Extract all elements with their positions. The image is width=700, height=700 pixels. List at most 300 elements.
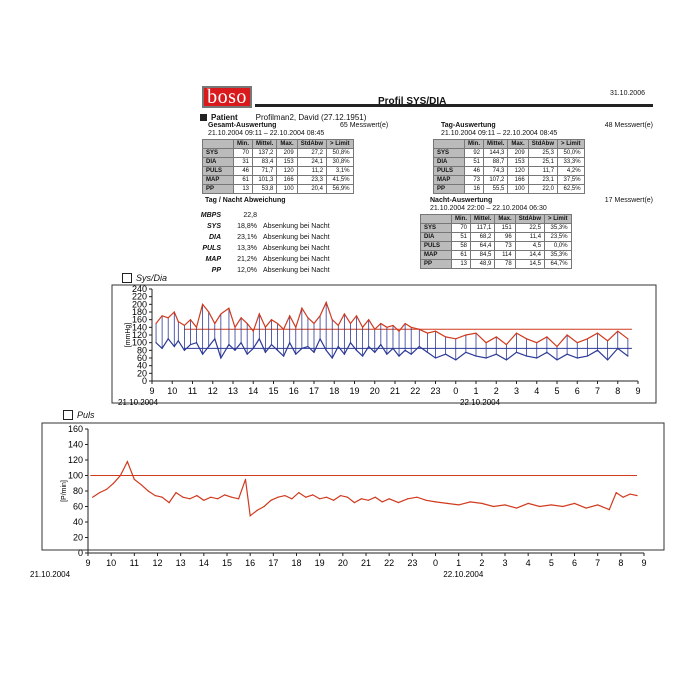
data-point bbox=[99, 492, 100, 493]
table-cell: 46 bbox=[234, 167, 253, 176]
table-cell: 73 bbox=[465, 176, 484, 185]
table-cell: 71,7 bbox=[253, 167, 277, 176]
y-tick-label: 140 bbox=[131, 322, 147, 333]
data-point bbox=[234, 350, 235, 351]
y-axis-label: [mmHg] bbox=[125, 322, 132, 348]
table-cell: 120 bbox=[277, 167, 297, 176]
data-point bbox=[493, 506, 494, 507]
data-point bbox=[617, 331, 618, 332]
nacht-title: Nacht-Auswertung bbox=[430, 197, 493, 204]
nacht-col-header: Max. bbox=[495, 215, 515, 224]
data-point bbox=[536, 342, 537, 343]
y-tick-label: 120 bbox=[67, 455, 83, 465]
table-cell: 14,5 bbox=[515, 260, 544, 269]
data-point bbox=[481, 503, 482, 504]
data-point bbox=[528, 503, 529, 504]
table-cell: 11,7 bbox=[528, 167, 557, 176]
table-cell: 209 bbox=[508, 149, 528, 158]
table-cell: 37,5% bbox=[558, 176, 585, 185]
tag-col-header: > Limit bbox=[558, 140, 585, 149]
table-cell: 117,1 bbox=[471, 224, 495, 233]
data-point bbox=[250, 515, 251, 516]
x-tick-label: 0 bbox=[432, 558, 439, 568]
data-point bbox=[196, 495, 197, 496]
data-point bbox=[277, 350, 278, 351]
table-cell: 51 bbox=[452, 233, 471, 242]
data-point bbox=[562, 506, 563, 507]
data-point bbox=[283, 329, 284, 330]
data-point bbox=[623, 497, 624, 498]
data-point bbox=[228, 308, 229, 309]
tag-col-header: Max. bbox=[508, 140, 528, 149]
data-point bbox=[175, 492, 176, 493]
data-point bbox=[277, 323, 278, 324]
data-point bbox=[504, 504, 505, 505]
y-tick-label: 100 bbox=[67, 470, 83, 481]
data-point bbox=[338, 346, 339, 347]
data-point bbox=[271, 319, 272, 320]
table-cell: 31 bbox=[234, 158, 253, 167]
x-date-start: 21.10.2004 bbox=[30, 570, 71, 579]
data-point bbox=[347, 497, 348, 498]
gesamt-title: Gesamt-Auswertung bbox=[208, 122, 277, 129]
x-tick-label: 2 bbox=[479, 558, 485, 568]
data-point bbox=[344, 313, 345, 314]
data-point bbox=[340, 495, 341, 496]
data-point bbox=[597, 350, 598, 351]
data-point bbox=[253, 348, 254, 349]
data-point bbox=[368, 500, 369, 501]
data-point bbox=[319, 315, 320, 316]
table-cell: 22,0 bbox=[528, 185, 557, 194]
data-point bbox=[567, 334, 568, 335]
data-point bbox=[445, 336, 446, 337]
table-cell: 3,1% bbox=[327, 167, 354, 176]
data-point bbox=[208, 346, 209, 347]
table-cell: 0,0% bbox=[545, 242, 572, 251]
data-point bbox=[162, 497, 163, 498]
data-point bbox=[312, 494, 313, 495]
data-point bbox=[298, 492, 299, 493]
data-point bbox=[332, 319, 333, 320]
x-tick-label: 10 bbox=[167, 386, 178, 396]
data-point bbox=[405, 350, 406, 351]
table-cell: 83,4 bbox=[253, 158, 277, 167]
tagnacht-text: Absenkung bei Nacht bbox=[263, 256, 330, 263]
x-tick-label: 6 bbox=[571, 558, 578, 568]
data-point bbox=[344, 354, 345, 355]
data-point bbox=[435, 357, 436, 358]
table-cell: 41,5% bbox=[327, 176, 354, 185]
nacht-count: 17 Messwert(e) bbox=[604, 197, 653, 204]
y-tick-label: 40 bbox=[136, 360, 147, 371]
row-label: SYS bbox=[203, 149, 234, 158]
x-tick-label: 12 bbox=[152, 558, 163, 568]
data-point bbox=[567, 354, 568, 355]
boso-logo: boso bbox=[202, 86, 252, 108]
x-tick-label: 3 bbox=[502, 558, 508, 568]
data-point bbox=[470, 501, 471, 502]
nacht-col-header: Min. bbox=[452, 215, 471, 224]
data-point bbox=[556, 359, 557, 360]
data-point bbox=[392, 325, 393, 326]
row-label: SYS bbox=[434, 149, 465, 158]
x-tick-label: 4 bbox=[525, 558, 531, 568]
data-point bbox=[616, 492, 617, 493]
data-point bbox=[265, 327, 266, 328]
tagnacht-key: SYS bbox=[206, 223, 221, 230]
data-point bbox=[380, 344, 381, 345]
data-point bbox=[607, 340, 608, 341]
table-cell: 51 bbox=[465, 158, 484, 167]
y-tick-label: 140 bbox=[67, 439, 83, 450]
data-point bbox=[168, 338, 169, 339]
data-point bbox=[496, 354, 497, 355]
tagnacht-key: MBPS bbox=[200, 212, 221, 219]
nacht-col-header: StdAbw bbox=[515, 215, 544, 224]
table-cell: 53,8 bbox=[253, 185, 277, 194]
data-point bbox=[271, 344, 272, 345]
data-point bbox=[259, 313, 260, 314]
data-point bbox=[202, 304, 203, 305]
tagnacht-key: MAP bbox=[205, 256, 221, 263]
y-tick-label: 200 bbox=[131, 299, 147, 310]
row-label: PP bbox=[421, 260, 452, 269]
y-axis-label: [P/min] bbox=[61, 480, 68, 502]
data-point bbox=[419, 329, 420, 330]
data-point bbox=[178, 321, 179, 322]
y-tick-label: 100 bbox=[131, 337, 147, 348]
data-point bbox=[247, 354, 248, 355]
tagnacht-title: Tag / Nacht Abweichung bbox=[205, 197, 286, 204]
x-tick-label: 5 bbox=[548, 558, 554, 568]
tag-col-header: StdAbw bbox=[528, 140, 557, 149]
data-point bbox=[627, 338, 628, 339]
x-date-end: 22.10.2004 bbox=[460, 398, 501, 407]
data-point bbox=[162, 348, 163, 349]
data-point bbox=[597, 332, 598, 333]
data-point bbox=[291, 498, 292, 499]
tagnacht-key: DIA bbox=[208, 234, 221, 241]
table-cell: 166 bbox=[508, 176, 528, 185]
row-label: DIA bbox=[434, 158, 465, 167]
data-point bbox=[416, 497, 417, 498]
data-point bbox=[407, 498, 408, 499]
x-tick-label: 17 bbox=[308, 386, 320, 396]
data-point bbox=[277, 497, 278, 498]
data-point bbox=[134, 479, 135, 480]
y-tick-label: 40 bbox=[72, 517, 83, 527]
data-point bbox=[356, 315, 357, 316]
x-tick-label: 17 bbox=[268, 558, 279, 568]
data-point bbox=[319, 498, 320, 499]
data-point bbox=[106, 489, 107, 490]
data-point bbox=[313, 352, 314, 353]
table-cell: 23,1 bbox=[528, 176, 557, 185]
data-point bbox=[113, 483, 114, 484]
data-point bbox=[189, 498, 190, 499]
table-cell: 62,5% bbox=[558, 185, 585, 194]
data-point bbox=[120, 475, 121, 476]
gesamt-col-header: StdAbw bbox=[297, 140, 326, 149]
data-point bbox=[630, 494, 631, 495]
data-point bbox=[253, 331, 254, 332]
y-tick-label: 240 bbox=[131, 284, 147, 294]
data-point bbox=[587, 338, 588, 339]
table-cell: 68,2 bbox=[471, 233, 495, 242]
table-cell: 27,2 bbox=[297, 149, 326, 158]
data-point bbox=[445, 354, 446, 355]
x-tick-label: 21 bbox=[360, 558, 372, 568]
data-point bbox=[168, 317, 169, 318]
data-point bbox=[411, 327, 412, 328]
data-point bbox=[411, 354, 412, 355]
x-tick-label: 20 bbox=[369, 386, 380, 396]
data-point bbox=[636, 495, 637, 496]
row-label: PULS bbox=[421, 242, 452, 251]
data-point bbox=[556, 346, 557, 347]
data-point bbox=[374, 329, 375, 330]
data-point bbox=[597, 504, 598, 505]
data-point bbox=[516, 352, 517, 353]
x-date-end: 22.10.2004 bbox=[443, 570, 484, 579]
tagnacht-value: 22,8 bbox=[243, 212, 257, 219]
data-point bbox=[526, 338, 527, 339]
data-point bbox=[458, 504, 459, 505]
x-tick-label: 7 bbox=[594, 386, 601, 396]
y-tick-label: 80 bbox=[72, 486, 83, 496]
table-cell: 92 bbox=[465, 149, 484, 158]
table-cell: 96 bbox=[495, 233, 515, 242]
table-cell: 24,1 bbox=[297, 158, 326, 167]
x-tick-label: 9 bbox=[85, 558, 91, 568]
data-point bbox=[546, 352, 547, 353]
x-tick-label: 16 bbox=[245, 558, 256, 568]
tagnacht-value: 13,3% bbox=[237, 245, 257, 252]
x-tick-label: 9 bbox=[149, 386, 155, 396]
data-point bbox=[238, 498, 239, 499]
table-cell: 35,3% bbox=[545, 224, 572, 233]
tagnacht-text: Absenkung bei Nacht bbox=[263, 245, 330, 252]
tagnacht-text: Absenkung bei Nacht bbox=[263, 267, 330, 274]
x-tick-label: 10 bbox=[106, 558, 117, 568]
data-point bbox=[265, 352, 266, 353]
data-point bbox=[284, 495, 285, 496]
data-point bbox=[184, 350, 185, 351]
nacht-col-header: Mittel. bbox=[471, 215, 495, 224]
patient-label: Patient bbox=[211, 113, 238, 122]
y-tick-label: 0 bbox=[77, 548, 83, 558]
table-cell: 61 bbox=[234, 176, 253, 185]
x-tick-label: 22 bbox=[384, 558, 395, 568]
x-tick-label: 23 bbox=[430, 386, 441, 396]
table-cell: 4,2% bbox=[558, 167, 585, 176]
data-point bbox=[585, 507, 586, 508]
table-cell: 100 bbox=[277, 185, 297, 194]
table-cell: 25,1 bbox=[528, 158, 557, 167]
y-tick-label: 220 bbox=[131, 291, 147, 302]
table-cell: 100 bbox=[508, 185, 528, 194]
data-point bbox=[389, 498, 390, 499]
data-point bbox=[307, 317, 308, 318]
x-tick-label: 5 bbox=[554, 386, 560, 396]
patient-name: Profilman2, David (27.12.1951) bbox=[255, 113, 367, 122]
data-point bbox=[627, 355, 628, 356]
table-cell: 58 bbox=[452, 242, 471, 251]
data-point bbox=[155, 323, 156, 324]
x-tick-label: 14 bbox=[198, 558, 209, 568]
table-cell: 70 bbox=[452, 224, 471, 233]
x-tick-label: 15 bbox=[268, 386, 279, 396]
data-point bbox=[375, 497, 376, 498]
data-point bbox=[178, 340, 179, 341]
y-tick-label: 60 bbox=[72, 501, 83, 512]
row-label: DIA bbox=[203, 158, 234, 167]
table-cell: 35,3% bbox=[545, 251, 572, 260]
data-point bbox=[184, 325, 185, 326]
table-cell: 23,3 bbox=[297, 176, 326, 185]
data-point bbox=[202, 354, 203, 355]
row-label: DIA bbox=[421, 233, 452, 242]
row-label: MAP bbox=[434, 176, 465, 185]
row-label: MAP bbox=[421, 251, 452, 260]
data-point bbox=[231, 497, 232, 498]
data-point bbox=[486, 357, 487, 358]
x-tick-label: 21 bbox=[389, 386, 401, 396]
table-cell: 84,5 bbox=[471, 251, 495, 260]
data-point bbox=[435, 501, 436, 502]
table-cell: 73 bbox=[495, 242, 515, 251]
data-point bbox=[361, 498, 362, 499]
data-point bbox=[332, 357, 333, 358]
x-tick-label: 19 bbox=[349, 386, 360, 396]
x-tick-label: 18 bbox=[329, 386, 340, 396]
data-point bbox=[247, 323, 248, 324]
data-point bbox=[155, 342, 156, 343]
table-cell: 14,4 bbox=[515, 251, 544, 260]
data-point bbox=[220, 313, 221, 314]
data-point bbox=[220, 357, 221, 358]
data-point bbox=[190, 344, 191, 345]
table-cell: 151 bbox=[495, 224, 515, 233]
report-date: 31.10.2006 bbox=[609, 90, 645, 97]
data-point bbox=[368, 346, 369, 347]
data-point bbox=[127, 461, 128, 462]
nacht-range: 21.10.2004 22:00 – 22.10.2004 06:30 bbox=[430, 205, 547, 212]
table-cell: 20,4 bbox=[297, 185, 326, 194]
table-cell: 22,5 bbox=[515, 224, 544, 233]
data-point bbox=[577, 357, 578, 358]
tagnacht-value: 21,2% bbox=[237, 256, 257, 263]
table-cell: 64,4 bbox=[471, 242, 495, 251]
table-cell: 30,8% bbox=[327, 158, 354, 167]
table-cell: 16 bbox=[465, 185, 484, 194]
table-cell: 46 bbox=[465, 167, 484, 176]
data-point bbox=[609, 509, 610, 510]
tag-col-header: Mittel. bbox=[484, 140, 508, 149]
data-point bbox=[245, 479, 246, 480]
data-point bbox=[190, 319, 191, 320]
nacht-col-header: > Limit bbox=[545, 215, 572, 224]
data-point bbox=[196, 342, 197, 343]
gesamt-range: 21.10.2004 09:11 – 22.10.2004 08:45 bbox=[208, 130, 325, 137]
tag-title: Tag-Auswertung bbox=[441, 122, 496, 129]
x-tick-label: 12 bbox=[207, 386, 218, 396]
table-cell: 25,3 bbox=[528, 149, 557, 158]
x-tick-label: 7 bbox=[595, 558, 601, 568]
data-point bbox=[228, 344, 229, 345]
row-label: PP bbox=[434, 185, 465, 194]
y-tick-label: 120 bbox=[131, 330, 147, 340]
data-point bbox=[516, 332, 517, 333]
data-point bbox=[289, 315, 290, 316]
data-point bbox=[427, 332, 428, 333]
table-cell: 61 bbox=[452, 251, 471, 260]
table-cell: 13 bbox=[452, 260, 471, 269]
table-cell: 153 bbox=[277, 158, 297, 167]
data-point bbox=[301, 308, 302, 309]
x-tick-label: 20 bbox=[337, 558, 348, 568]
x-tick-label: 4 bbox=[534, 386, 540, 396]
data-point bbox=[356, 350, 357, 351]
data-point bbox=[398, 331, 399, 332]
table-cell: 64,7% bbox=[545, 260, 572, 269]
data-point bbox=[283, 355, 284, 356]
x-tick-label: 19 bbox=[314, 558, 325, 568]
chart-frame bbox=[42, 423, 664, 550]
table-cell: 55,5 bbox=[484, 185, 508, 194]
data-point bbox=[182, 497, 183, 498]
x-tick-label: 1 bbox=[456, 558, 462, 568]
x-tick-label: 11 bbox=[187, 386, 198, 396]
x-tick-label: 6 bbox=[574, 386, 580, 396]
table-cell: 4,5 bbox=[515, 242, 544, 251]
y-tick-label: 0 bbox=[141, 376, 147, 386]
data-point bbox=[289, 342, 290, 343]
table-cell: 153 bbox=[508, 158, 528, 167]
x-tick-label: 23 bbox=[407, 558, 418, 568]
data-point bbox=[326, 350, 327, 351]
data-point bbox=[516, 507, 517, 508]
data-point bbox=[587, 355, 588, 356]
row-label: PULS bbox=[203, 167, 234, 176]
x-tick-label: 18 bbox=[291, 558, 302, 568]
data-point bbox=[617, 348, 618, 349]
data-point bbox=[475, 355, 476, 356]
table-cell: 166 bbox=[277, 176, 297, 185]
data-point bbox=[217, 498, 218, 499]
row-label: MAP bbox=[203, 176, 234, 185]
data-point bbox=[333, 500, 334, 501]
row-label: PULS bbox=[434, 167, 465, 176]
data-point bbox=[506, 344, 507, 345]
table-cell: 107,2 bbox=[484, 176, 508, 185]
table-cell: 144,3 bbox=[484, 149, 508, 158]
data-point bbox=[546, 336, 547, 337]
table-cell: 50,0% bbox=[558, 149, 585, 158]
data-point bbox=[141, 484, 142, 485]
x-tick-label: 9 bbox=[641, 558, 647, 568]
table-cell: 137,2 bbox=[253, 149, 277, 158]
data-point bbox=[155, 495, 156, 496]
tagnacht-value: 12,0% bbox=[237, 267, 257, 274]
data-point bbox=[539, 506, 540, 507]
y-tick-label: 20 bbox=[72, 532, 83, 543]
data-point bbox=[307, 346, 308, 347]
x-tick-label: 0 bbox=[453, 386, 459, 396]
row-label: SYS bbox=[421, 224, 452, 233]
data-point bbox=[577, 342, 578, 343]
